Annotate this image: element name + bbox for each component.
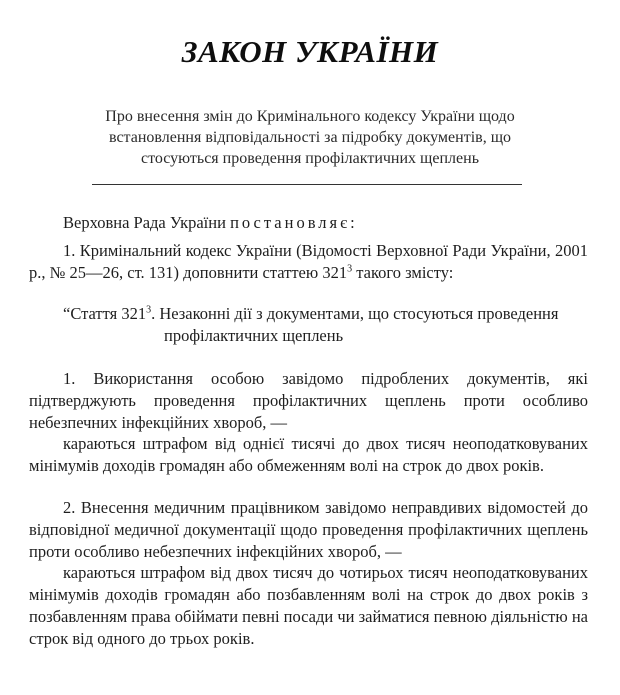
superscript: 3 bbox=[347, 263, 353, 275]
item-1-amendment bbox=[29, 240, 588, 284]
article-title-cont: профілактичних щеплень bbox=[164, 326, 344, 345]
article-title: . Незаконні дії з документами, що стосуються проведення bbox=[151, 304, 559, 323]
subtitle-line: встановлення відповідальності за підробку документів, що bbox=[108, 129, 512, 146]
superscript: 3 bbox=[146, 304, 152, 316]
item-1-text: 1. Кримінальний кодекс України (Відомості Верховної Ради України, 2001 р., № 25—26, ст. 131) доповнити статтею 321 bbox=[29, 241, 588, 282]
divider-line bbox=[92, 184, 522, 185]
article-heading bbox=[63, 303, 583, 347]
paragraph-part-2: 2. Внесення медичним працівником завідомо неправдивих відомостей до відповідної медичної документації щодо проведення профілактичних щеплень проти особливо небезпечних інфекційних хвороб, — bbox=[29, 498, 588, 561]
paragraph-penalty-1: караються штрафом від однієї тисячі до двох тисяч неоподатковуваних мінімумів доходів громадян або обмеженням волі на строк до двох років. bbox=[29, 434, 588, 475]
subtitle-line: стосуються проведення профілактичних щеплень bbox=[141, 150, 479, 167]
preamble-text: Верховна Рада України bbox=[63, 213, 231, 232]
paragraph-part-1: 1. Використання особою завідомо підроблених документів, які підтверджують проведення профілактичних щеплень проти особливо небезпечних інфекційних хвороб, — bbox=[29, 369, 588, 432]
law-title: ЗАКОН УКРАЇНИ bbox=[181, 34, 439, 69]
preamble-resolves: постановляє: bbox=[230, 213, 358, 232]
item-1-text-end: такого змісту: bbox=[352, 263, 454, 282]
preamble bbox=[29, 212, 588, 234]
paragraph-penalty-2: караються штрафом від двох тисяч до чотирьох тисяч неоподатковуваних мінімумів доходів громадян або позбавленням волі на строк до двох років з позбавленням права обіймати певні посади чи займатися певною діяльністю на строк від одного до трьох років. bbox=[29, 563, 588, 648]
law-subtitle bbox=[70, 106, 550, 169]
article-prefix: “Стаття 321 bbox=[63, 304, 147, 323]
subtitle-line: Про внесення змін до Кримінального кодексу України щодо bbox=[105, 108, 515, 125]
